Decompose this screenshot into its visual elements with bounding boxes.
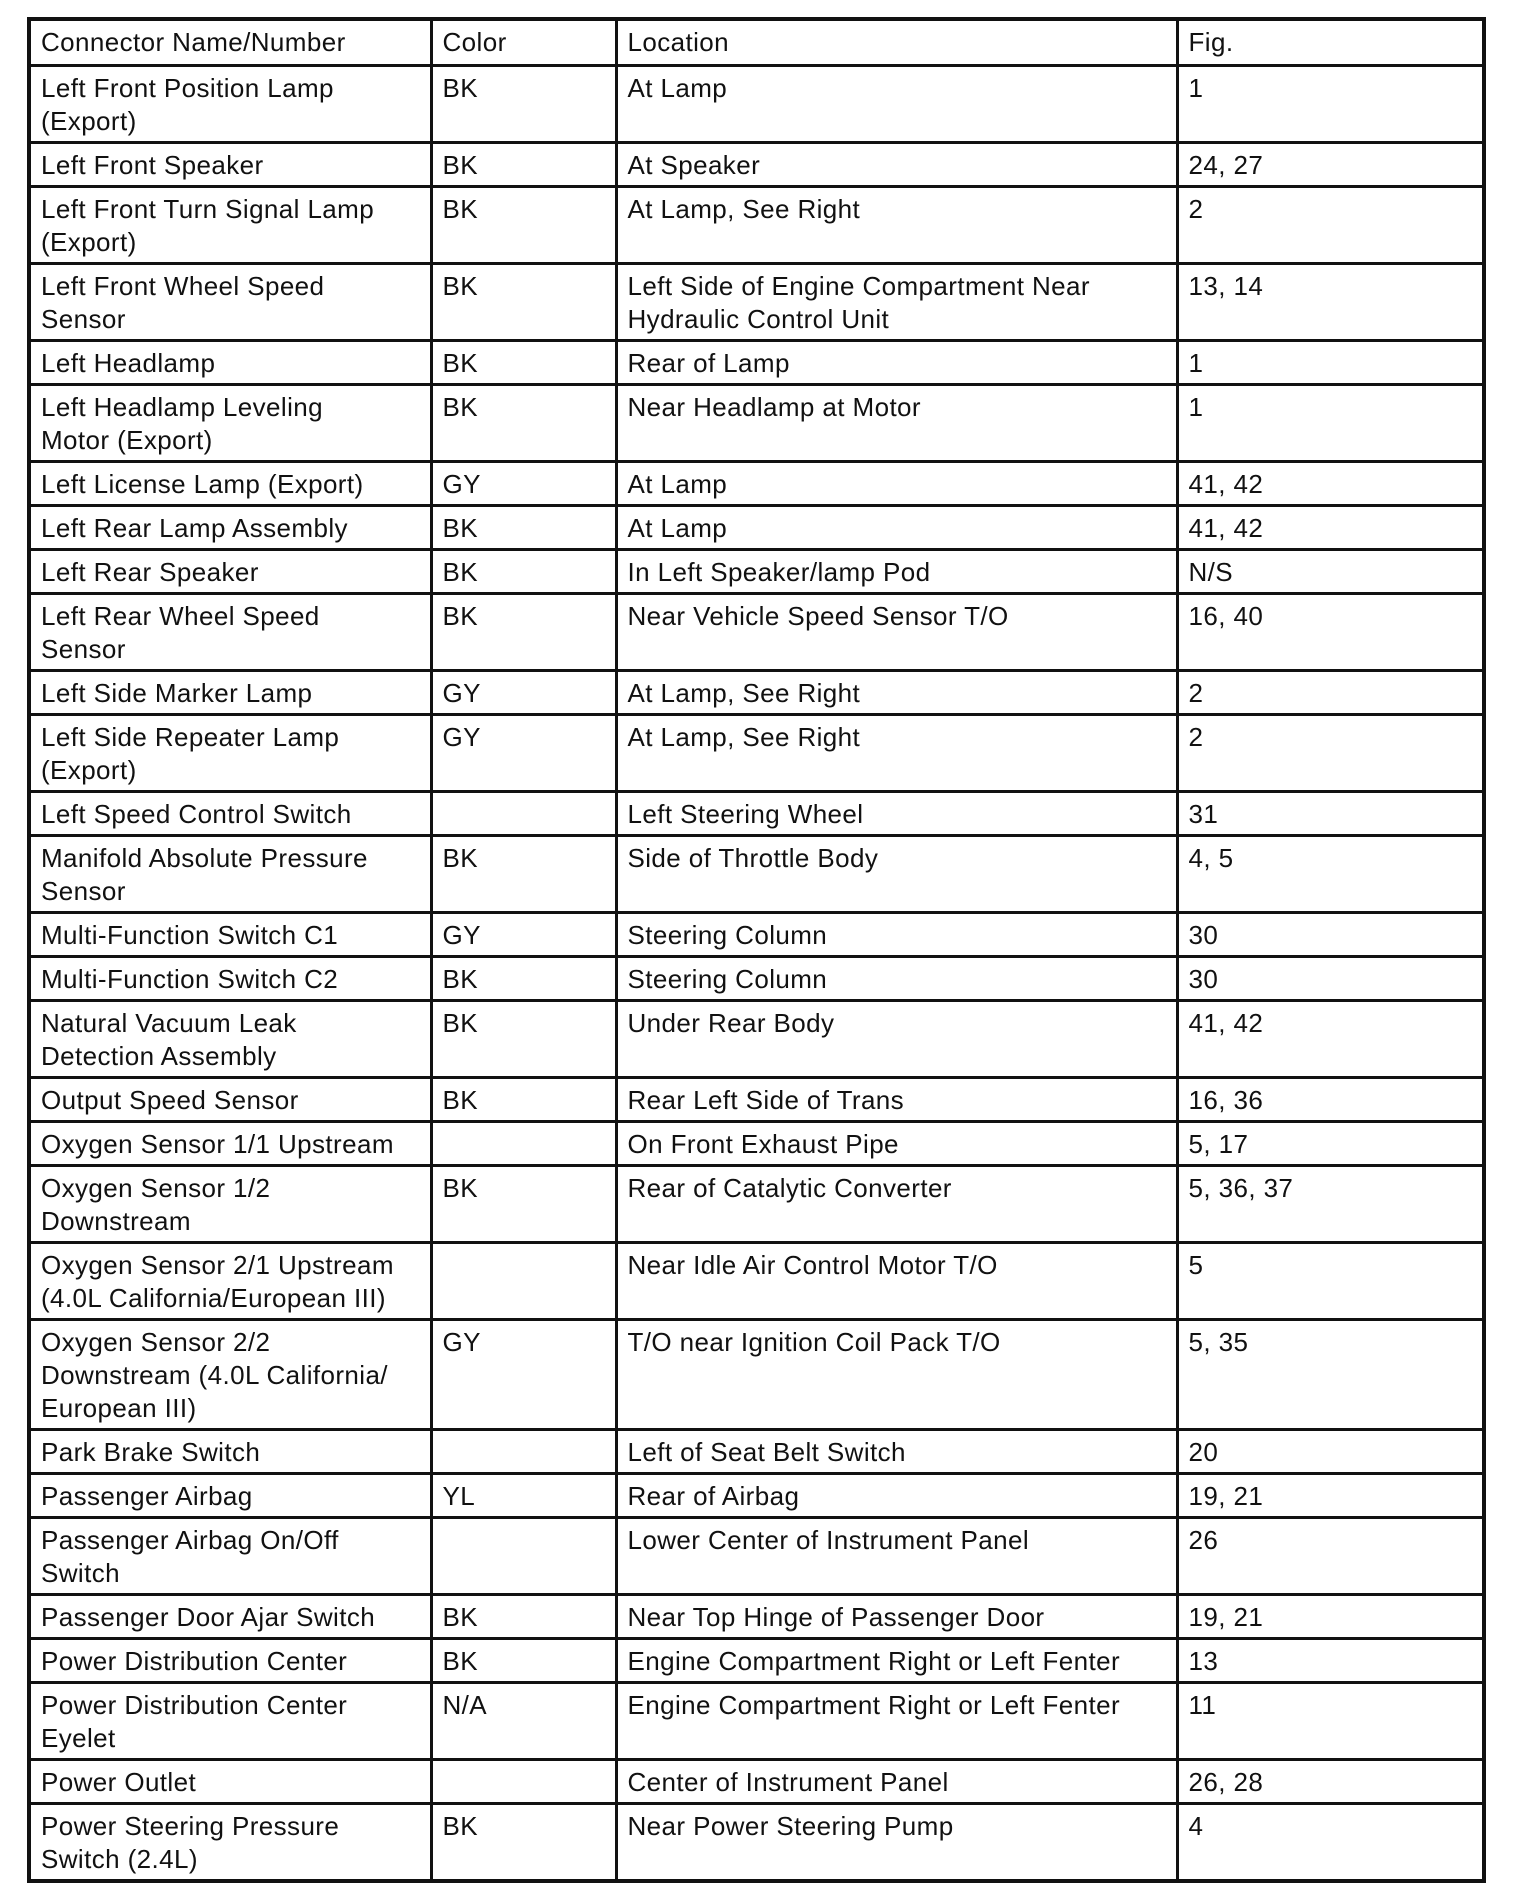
fig-cell: 26, 28 [1177, 1760, 1484, 1804]
table-row [29, 506, 1484, 550]
connector-name-cell: Natural Vacuum Leak Detection Assembly [29, 1001, 431, 1078]
connector-table-page [27, 17, 1482, 1883]
location-cell: Left Side of Engine Compartment Near Hydraulic Control Unit [616, 264, 1177, 341]
fig-cell: 41, 42 [1177, 462, 1484, 506]
color-cell: GY [431, 462, 616, 506]
location-cell: Side of Throttle Body [616, 836, 1177, 913]
location-cell: Rear of Catalytic Converter [616, 1166, 1177, 1243]
color-cell: BK [431, 385, 616, 462]
fig-cell: 5 [1177, 1243, 1484, 1320]
color-cell: BK [431, 594, 616, 671]
fig-cell: 5, 35 [1177, 1320, 1484, 1430]
fig-cell: 5, 36, 37 [1177, 1166, 1484, 1243]
location-cell: Near Power Steering Pump [616, 1804, 1177, 1882]
color-cell: GY [431, 715, 616, 792]
table-row [29, 462, 1484, 506]
fig-cell: 4 [1177, 1804, 1484, 1882]
location-cell: Left of Seat Belt Switch [616, 1430, 1177, 1474]
color-cell: GY [431, 1320, 616, 1430]
connector-name-cell: Passenger Airbag On/Off Switch [29, 1518, 431, 1595]
location-cell: T/O near Ignition Coil Pack T/O [616, 1320, 1177, 1430]
table-row [29, 187, 1484, 264]
location-cell: Steering Column [616, 957, 1177, 1001]
fig-cell: 41, 42 [1177, 1001, 1484, 1078]
location-cell: Left Steering Wheel [616, 792, 1177, 836]
color-cell: BK [431, 264, 616, 341]
color-cell [431, 1243, 616, 1320]
location-cell: On Front Exhaust Pipe [616, 1122, 1177, 1166]
connector-name-cell: Left Headlamp Leveling Motor (Export) [29, 385, 431, 462]
fig-cell: 41, 42 [1177, 506, 1484, 550]
table-header-row [29, 19, 1484, 66]
color-cell: YL [431, 1474, 616, 1518]
location-cell: At Lamp, See Right [616, 715, 1177, 792]
fig-cell: 5, 17 [1177, 1122, 1484, 1166]
color-cell: N/A [431, 1683, 616, 1760]
color-cell: GY [431, 671, 616, 715]
color-cell: BK [431, 1078, 616, 1122]
table-row [29, 1683, 1484, 1760]
table-row [29, 66, 1484, 143]
fig-cell: 2 [1177, 671, 1484, 715]
fig-cell: 30 [1177, 913, 1484, 957]
location-cell: At Lamp, See Right [616, 187, 1177, 264]
fig-cell: 16, 40 [1177, 594, 1484, 671]
fig-cell: 11 [1177, 1683, 1484, 1760]
location-cell: Engine Compartment Right or Left Fenter [616, 1683, 1177, 1760]
location-cell: Rear Left Side of Trans [616, 1078, 1177, 1122]
connector-name-cell: Left Headlamp [29, 341, 431, 385]
location-cell: Center of Instrument Panel [616, 1760, 1177, 1804]
fig-cell: 19, 21 [1177, 1595, 1484, 1639]
fig-cell: 1 [1177, 66, 1484, 143]
header-fig: Fig. [1177, 19, 1484, 66]
connector-name-cell: Power Distribution Center [29, 1639, 431, 1683]
color-cell: BK [431, 66, 616, 143]
fig-cell: 1 [1177, 341, 1484, 385]
color-cell: BK [431, 1166, 616, 1243]
table-row [29, 1474, 1484, 1518]
connector-name-cell: Oxygen Sensor 2/2 Downstream (4.0L California/ European III) [29, 1320, 431, 1430]
connector-name-cell: Left Front Speaker [29, 143, 431, 187]
table-row [29, 1166, 1484, 1243]
connector-name-cell: Left Front Wheel Speed Sensor [29, 264, 431, 341]
table-body [29, 66, 1484, 1882]
table-row [29, 1804, 1484, 1882]
color-cell: BK [431, 187, 616, 264]
table-row [29, 1320, 1484, 1430]
connector-name-cell: Left License Lamp (Export) [29, 462, 431, 506]
connector-name-cell: Multi-Function Switch C1 [29, 913, 431, 957]
color-cell: BK [431, 1804, 616, 1882]
color-cell: BK [431, 836, 616, 913]
connector-name-cell: Left Rear Speaker [29, 550, 431, 594]
color-cell [431, 792, 616, 836]
table-row [29, 1001, 1484, 1078]
connector-name-cell: Power Distribution Center Eyelet [29, 1683, 431, 1760]
connector-name-cell: Left Speed Control Switch [29, 792, 431, 836]
connector-name-cell: Manifold Absolute Pressure Sensor [29, 836, 431, 913]
connector-location-table [27, 17, 1486, 1883]
connector-name-cell: Oxygen Sensor 1/1 Upstream [29, 1122, 431, 1166]
fig-cell: 24, 27 [1177, 143, 1484, 187]
fig-cell: 4, 5 [1177, 836, 1484, 913]
connector-name-cell: Passenger Door Ajar Switch [29, 1595, 431, 1639]
table-row [29, 1760, 1484, 1804]
connector-name-cell: Left Side Repeater Lamp (Export) [29, 715, 431, 792]
table-row [29, 957, 1484, 1001]
connector-name-cell: Output Speed Sensor [29, 1078, 431, 1122]
table-row [29, 1639, 1484, 1683]
fig-cell: 26 [1177, 1518, 1484, 1595]
color-cell: GY [431, 913, 616, 957]
connector-name-cell: Oxygen Sensor 1/2 Downstream [29, 1166, 431, 1243]
table-row [29, 1518, 1484, 1595]
header-color: Color [431, 19, 616, 66]
fig-cell: 1 [1177, 385, 1484, 462]
connector-name-cell: Left Front Turn Signal Lamp (Export) [29, 187, 431, 264]
fig-cell: 20 [1177, 1430, 1484, 1474]
table-row [29, 341, 1484, 385]
color-cell [431, 1518, 616, 1595]
location-cell: Lower Center of Instrument Panel [616, 1518, 1177, 1595]
table-row [29, 671, 1484, 715]
fig-cell: 30 [1177, 957, 1484, 1001]
location-cell: At Lamp [616, 462, 1177, 506]
location-cell: Near Idle Air Control Motor T/O [616, 1243, 1177, 1320]
table-row [29, 1078, 1484, 1122]
location-cell: In Left Speaker/lamp Pod [616, 550, 1177, 594]
location-cell: Engine Compartment Right or Left Fenter [616, 1639, 1177, 1683]
location-cell: At Lamp, See Right [616, 671, 1177, 715]
connector-name-cell: Left Side Marker Lamp [29, 671, 431, 715]
color-cell: BK [431, 506, 616, 550]
table-row [29, 264, 1484, 341]
table-row [29, 385, 1484, 462]
fig-cell: 31 [1177, 792, 1484, 836]
color-cell: BK [431, 957, 616, 1001]
connector-name-cell: Left Rear Wheel Speed Sensor [29, 594, 431, 671]
location-cell: Rear of Lamp [616, 341, 1177, 385]
fig-cell: 13, 14 [1177, 264, 1484, 341]
table-row [29, 550, 1484, 594]
table-row [29, 594, 1484, 671]
table-row [29, 913, 1484, 957]
table-row [29, 715, 1484, 792]
fig-cell: N/S [1177, 550, 1484, 594]
location-cell: Near Top Hinge of Passenger Door [616, 1595, 1177, 1639]
fig-cell: 2 [1177, 715, 1484, 792]
location-cell: At Speaker [616, 143, 1177, 187]
color-cell [431, 1122, 616, 1166]
fig-cell: 19, 21 [1177, 1474, 1484, 1518]
color-cell [431, 1430, 616, 1474]
location-cell: Near Vehicle Speed Sensor T/O [616, 594, 1177, 671]
location-cell: Steering Column [616, 913, 1177, 957]
fig-cell: 16, 36 [1177, 1078, 1484, 1122]
location-cell: At Lamp [616, 506, 1177, 550]
table-row [29, 792, 1484, 836]
connector-name-cell: Multi-Function Switch C2 [29, 957, 431, 1001]
table-row [29, 1122, 1484, 1166]
color-cell: BK [431, 341, 616, 385]
table-row [29, 1595, 1484, 1639]
fig-cell: 2 [1177, 187, 1484, 264]
connector-name-cell: Left Rear Lamp Assembly [29, 506, 431, 550]
table-row [29, 1430, 1484, 1474]
color-cell: BK [431, 550, 616, 594]
location-cell: At Lamp [616, 66, 1177, 143]
location-cell: Under Rear Body [616, 1001, 1177, 1078]
color-cell [431, 1760, 616, 1804]
header-connector-name: Connector Name/Number [29, 19, 431, 66]
connector-name-cell: Left Front Position Lamp (Export) [29, 66, 431, 143]
header-location: Location [616, 19, 1177, 66]
table-row [29, 836, 1484, 913]
color-cell: BK [431, 1001, 616, 1078]
color-cell: BK [431, 143, 616, 187]
connector-name-cell: Power Steering Pressure Switch (2.4L) [29, 1804, 431, 1882]
connector-name-cell: Power Outlet [29, 1760, 431, 1804]
connector-name-cell: Park Brake Switch [29, 1430, 431, 1474]
location-cell: Rear of Airbag [616, 1474, 1177, 1518]
fig-cell: 13 [1177, 1639, 1484, 1683]
table-row [29, 143, 1484, 187]
connector-name-cell: Oxygen Sensor 2/1 Upstream (4.0L California/European III) [29, 1243, 431, 1320]
table-row [29, 1243, 1484, 1320]
color-cell: BK [431, 1595, 616, 1639]
location-cell: Near Headlamp at Motor [616, 385, 1177, 462]
connector-name-cell: Passenger Airbag [29, 1474, 431, 1518]
color-cell: BK [431, 1639, 616, 1683]
